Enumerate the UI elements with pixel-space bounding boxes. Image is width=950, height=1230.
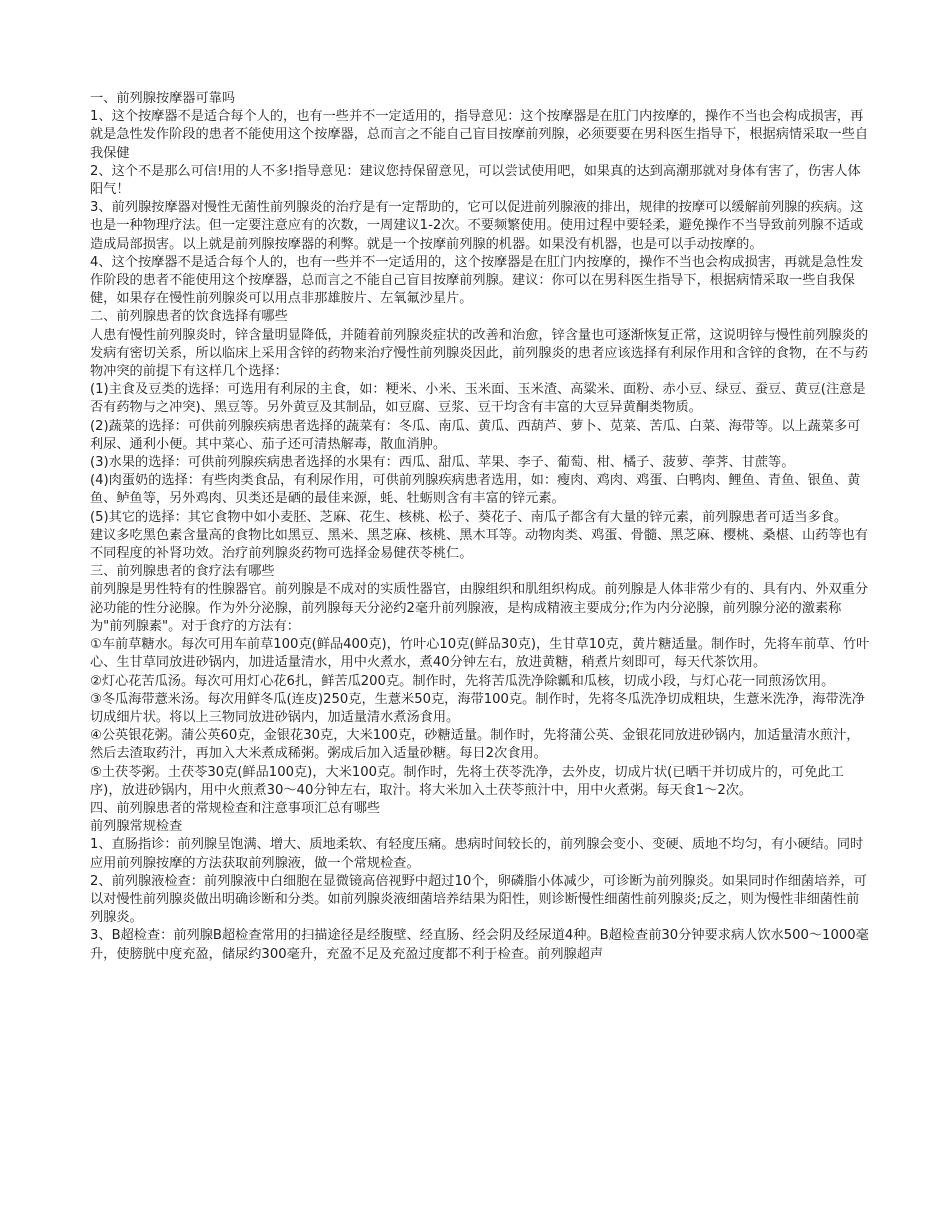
section3-heading: 三、前列腺患者的食疗法有哪些 — [90, 564, 275, 580]
section2-item-other: (5)其它的选择：其它食物中如小麦胚、芝麻、花生、核桃、松子、葵花子、南瓜子都含有大量的锌元素，前列腺患者可适当多食。 — [90, 509, 848, 525]
section2-item-meat: (4)肉蛋奶的选择：有些肉类食品，有利尿作用，可供前列腺疾病患者选用，如：瘦肉、鸡肉、鸡蛋、白鸭肉、鲤鱼、青鱼、银鱼、黄鱼、鲈鱼等，另外鸡肉、贝类还是硒的最佳来源，蚝、牡蛎则含有丰富的锌元素。 — [90, 473, 861, 507]
section4-check-1: 1、直肠指诊：前列腺呈饱满、增大、质地柔软、有轻度压痛。患病时间较长的，前列腺会变小、变硬、质地不均匀，有小硬结。同时应用前列腺按摩的方法获取前列腺液，做一个常规检查。 — [90, 837, 864, 871]
section4-check-2: 2、前列腺液检查：前列腺液中白细胞在显微镜高倍视野中超过10个，卵磷脂小体减少，可诊断为前列腺炎。如果同时作细菌培养，可以对慢性前列腺炎做出明确诊断和分类。如前列腺炎液细菌培养结果为阳性，则诊断慢性细菌性前列腺炎;反之，则为慢性非细菌性前列腺炎。 — [90, 873, 867, 926]
section2-closing: 建议多吃黑色素含量高的食物比如黑豆、黑米、黑芝麻、核桃、黑木耳等。动物肉类、鸡蛋、骨髓、黑芝麻、樱桃、桑椹、山药等也有不同程度的补肾功效。治疗前列腺炎药物可选择金易健茯苓桃仁。 — [90, 527, 869, 562]
section2-heading: 二、前列腺患者的饮食选择有哪些 — [90, 309, 288, 325]
section4-check-3: 3、B超检查：前列腺B超检查常用的扫描途径是经腹壁、经直肠、经会阴及经尿道4种。B超检查前30分钟要求病人饮水500～1000毫升，使膀胱中度充盈，储尿约300毫升，充盈不足及充盈过度都不利于检查。前列腺超声 — [90, 928, 869, 962]
section3-recipe-3: ③冬瓜海带薏米汤。每次用鲜冬瓜(连皮)250克，生薏米50克，海带100克。制作时，先将冬瓜洗净切成粗块，生薏米洗净，海带洗净切成细片状。将以上三物同放进砂锅内，加适量清水煮汤食用。 — [90, 691, 865, 725]
section2-item-fruits: (3)水果的选择：可供前列腺疾病患者选择的水果有：西瓜、甜瓜、苹果、李子、葡萄、柑、橘子、菠萝、荸荠、甘蔗等。 — [90, 455, 795, 471]
section1-heading: 一、前列腺按摩器可靠吗 — [90, 91, 236, 106]
section4-subheading: 前列腺常规检查 — [90, 819, 183, 835]
section2-intro: 人患有慢性前列腺炎时，锌含量明显降低，并随着前列腺炎症状的改善和治愈，锌含量也可逐渐恢复正常，这说明锌与慢性前列腺炎的发病有密切关系，所以临床上采用含锌的药物来治疗慢性前列腺炎因此，前列腺炎的患者应该选择有利尿作用和含锌的食物，在不与药物冲突的前提下有这样几个选择： — [90, 327, 869, 380]
section3-recipe-5: ⑤土茯苓粥。土茯苓30克(鲜品100克)，大米100克。制作时，先将土茯苓洗净，去外皮，切成片状(已晒干并切成片的，可免此工序)，放进砂锅内，用中火煎煮30～40分钟左右，取汁。将大米加入土茯苓煎汁中，用中火煮粥。每天食1～2次。 — [90, 764, 844, 798]
section2-item-vegetables: (2)蔬菜的选择：可供前列腺疾病患者选择的蔬菜有：冬瓜、南瓜、黄瓜、西葫芦、萝卜、苋菜、苦瓜、白菜、海带等。以上蔬菜多可利尿、通利小便。其中菜心、茄子还可清热解毒，散血消肿。 — [90, 418, 861, 452]
section1-paragraph-2: 2、这个不是那么可信!用的人不多!指导意见：建议您持保留意见，可以尝试使用吧，如果真的达到高潮那就对身体有害了，伤害人体阳气！ — [90, 163, 861, 198]
section2-item-staples: (1)主食及豆类的选择：可选用有利尿的主食，如：粳米、小米、玉米面、玉米渣、高粱米、面粉、赤小豆、绿豆、蚕豆、黄豆(注意是否有药物与之冲突)、黑豆等。另外黄豆及其制品，如豆腐、豆浆、豆干均含有丰富的大豆异黄酮类物质。 — [90, 382, 866, 416]
section1-paragraph-1: 1、这个按摩器不是适合每个人的，也有一些并不一定适用的，指导意见：这个按摩器是在肛门内按摩的，操作不当也会构成损害，再就是急性发作阶段的患者不能使用这个按摩器，总而言之不能自己盲目按摩前列腺，必须要要在男科医生指导下，根据病情采取一些自我保健 — [90, 109, 869, 161]
section1-paragraph-4: 4、这个按摩器不是适合每个人的，也有一些并不一定适用的，这个按摩器是在肛门内按摩的，操作不当也会构成损害，再就是急性发作阶段的患者不能使用这个按摩器，总而言之不能自己盲目按摩前列腺。建议：你可以在男科医生指导下，根据病情采取一些自我保健，如果存在慢性前列腺炎可以用点非那雄胺片、左氧氟沙星片。 — [90, 254, 864, 307]
section3-recipe-2: ②灯心花苦瓜汤。每次可用灯心花6扎，鲜苦瓜200克。制作时，先将苦瓜洗净除瓤和瓜核，切成小段，与灯心花一同煎汤饮用。 — [90, 673, 835, 689]
section3-recipe-4: ④公英银花粥。蒲公英60克，金银花30克，大米100克，砂糖适量。制作时，先将蒲公英、金银花同放进砂锅内，加适量清水煎汁，然后去渣取药汁，再加入大米煮成稀粥。粥成后加入适量砂糖。每日2次食用。 — [90, 728, 860, 762]
section1-paragraph-3: 3、前列腺按摩器对慢性无菌性前列腺炎的治疗是有一定帮助的，它可以促进前列腺液的排出，规律的按摩可以缓解前列腺的疾病。这也是一种物理疗法。但一定要注意应有的次数，一周建议1-2次。不要频繁使用。使用过程中要轻柔，避免操作不当导致前列腺不适或造成局部损害。以上就是前列腺按摩器的利弊。就是一个按摩前列腺的机器。如果没有机器，也是可以手动按摩的。 — [90, 200, 864, 252]
section3-intro: 前列腺是男性特有的性腺器官。前列腺是不成对的实质性器官，由腺组织和肌组织构成。前列腺是人体非常少有的、具有内、外双重分泌功能的性分泌腺。作为外分泌腺，前列腺每天分泌约2毫升前列腺液，是构成精液主要成分;作为内分泌腺，前列腺分泌的激素称为"前列腺素"。对于食疗的方法有： — [90, 582, 869, 634]
section4-heading: 四、前列腺患者的常规检查和注意事项汇总有哪些 — [90, 800, 381, 816]
section3-recipe-1: ①车前草糖水。每次可用车前草100克(鲜品400克)，竹叶心10克(鲜品30克)，生甘草10克，黄片糖适量。制作时，先将车前草、竹叶心、生甘草同放进砂锅内，加进适量清水，用中火煮水，煮40分钟左右，放进黄糖，稍煮片刻即可，每天代茶饮用。 — [90, 637, 870, 671]
